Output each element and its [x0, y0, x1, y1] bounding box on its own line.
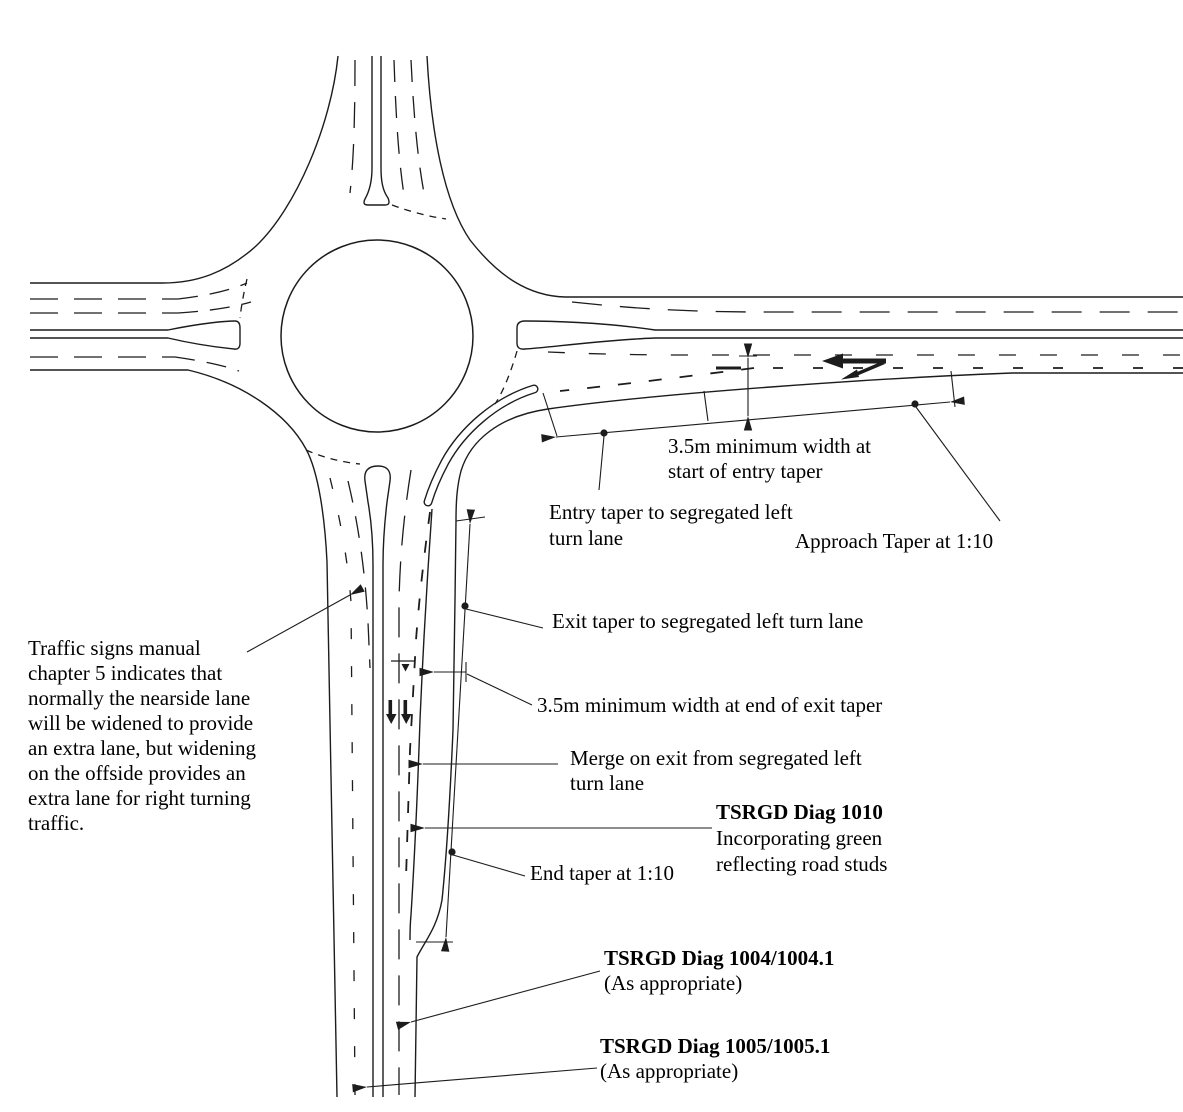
entry-taper-dot: [600, 429, 607, 436]
end-taper-leader: [453, 855, 525, 876]
left-turn-arrow-marking-head: [822, 354, 843, 369]
label-exit-width: 3.5m minimum width at end of exit taper: [537, 693, 883, 717]
label-entry-taper-line2: turn lane: [549, 526, 624, 550]
label-tsrgd-1005: [600, 1034, 830, 1084]
stud-dash-marking: [716, 367, 741, 370]
island-north-arm: [364, 56, 389, 205]
approach-taper-dot: [911, 400, 918, 407]
entry-dimension-tick-mid: [704, 391, 708, 421]
note-line: Traffic signs manual: [28, 636, 201, 660]
island-segregated-lane-sliver-outline: [428, 389, 534, 502]
label-entry-width-line2: start of entry taper: [668, 459, 823, 483]
left-turn-arrow-marking-tail-head: [841, 370, 859, 380]
lane-line-east-arm-north: [572, 302, 1183, 312]
lane-line-east-arm-south: [548, 352, 1183, 355]
give-way-line-north-arm: [392, 205, 446, 219]
exit-taper-leader: [466, 609, 543, 628]
note-line: traffic.: [28, 811, 85, 835]
end-taper-dot: [448, 848, 455, 855]
lane-line-north-arm: [350, 60, 355, 193]
label-entry-width-line1: 3.5m minimum width at: [668, 434, 871, 458]
lane-guide-north-arm-2: [411, 60, 424, 193]
label-tsrgd-1010-line2: reflecting road studs: [716, 852, 888, 876]
island-east-arm: [517, 321, 1183, 349]
label-end-taper: End taper at 1:10: [530, 861, 675, 885]
label-tsrgd-1010: [716, 799, 887, 877]
island-south-arm: [365, 466, 390, 1097]
label-tsrgd-1004: [604, 946, 834, 996]
lane-line-south-arm-extra: [348, 481, 370, 668]
exit-dimension-line: [446, 524, 470, 937]
roundabout-central-island: [281, 240, 473, 432]
note-line: chapter 5 indicates that: [28, 661, 223, 685]
transverse-tick-arrow: [402, 664, 410, 672]
note-line: extra lane for right turning: [28, 786, 251, 810]
tsrgd-1004-leader: [411, 971, 600, 1022]
label-entry-width: [668, 434, 871, 484]
approach-taper-leader: [916, 407, 1000, 521]
splitter-islands: [30, 56, 1183, 1097]
label-exit-taper: Exit taper to segregated left turn lane: [552, 609, 864, 633]
lane-guide-west-arm-3: [175, 357, 239, 371]
exit-lane-arrow-1-shaft: [389, 700, 393, 715]
give-way-line-south-arm: [306, 450, 360, 464]
lane-markings: [30, 60, 1183, 1095]
island-west-arm: [30, 321, 240, 349]
entry-dimension-tick-left: [543, 393, 557, 436]
exit-taper-dot: [461, 602, 468, 609]
label-tsrgd-1005-note: (As appropriate): [600, 1059, 739, 1083]
edge-top-arm-right-to-east-arm: [427, 56, 1183, 297]
exit-dimension-tick-top: [456, 517, 485, 521]
entry-dimension-tick-right: [951, 371, 955, 407]
note-line: will be widened to provide: [28, 711, 254, 735]
exit-lane-arrow-2-shaft: [404, 700, 408, 715]
lane-guide-north-arm-1: [394, 60, 404, 195]
island-segregated-lane-sliver-fill: [428, 389, 534, 502]
exit-lane-arrow-2-head: [401, 714, 412, 724]
note-traffic-signs-manual: [28, 636, 256, 836]
note-arrow: [247, 595, 350, 652]
road-edges: [30, 56, 1183, 1097]
note-line: normally the nearside lane: [28, 686, 251, 710]
label-entry-taper-line1: Entry taper to segregated left: [549, 500, 793, 524]
exit-width-leader: [467, 674, 532, 705]
edge-top-arm-left-to-west-arm: [30, 56, 338, 283]
lane-guide-west-arm-2: [178, 302, 251, 313]
lane-guide-west-arm-1: [178, 283, 247, 299]
label-tsrgd-1005-title: TSRGD Diag 1005/1005.1: [600, 1034, 831, 1058]
label-tsrgd-1004-title: TSRGD Diag 1004/1004.1: [604, 946, 835, 970]
label-tsrgd-1004-note: (As appropriate): [604, 971, 743, 995]
note-line: on the offside provides an: [28, 761, 246, 785]
label-entry-taper: [549, 499, 793, 551]
label-merge-exit: [570, 746, 862, 796]
lane-line-south-arm-approach: [330, 478, 355, 1095]
tsrgd-1010-line-exit-merge: [406, 512, 430, 878]
label-merge-exit-line1: Merge on exit from segregated left: [570, 746, 862, 770]
edge-exit-merge-taper-inner: [410, 509, 432, 940]
tsrgd-1005-leader: [367, 1068, 597, 1087]
label-tsrgd-1010-title: TSRGD Diag 1010: [716, 800, 883, 824]
entry-dimension-line: [556, 402, 950, 437]
label-merge-exit-line2: turn lane: [570, 771, 645, 795]
exit-lane-arrow-1-head: [386, 714, 397, 724]
note-line: an extra lane, but widening: [28, 736, 257, 760]
tsrgd-1010-line-entry-curve: [560, 368, 754, 391]
label-tsrgd-1010-line1: Incorporating green: [716, 826, 883, 850]
entry-taper-leader: [599, 436, 604, 490]
label-approach-taper: Approach Taper at 1:10: [795, 529, 994, 553]
